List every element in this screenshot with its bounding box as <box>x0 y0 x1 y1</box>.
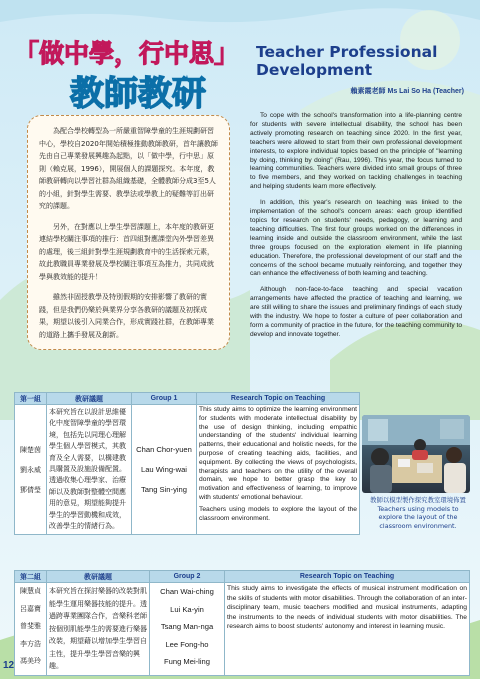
teacher-name-en: Tsang Man-nga <box>160 622 214 631</box>
teacher-name-en: Tang Sin-ying <box>140 484 187 494</box>
teacher-name-cn: 馮美玲 <box>20 657 41 665</box>
group1-topic-header-en: Research Topic on Teaching <box>197 393 360 405</box>
english-intro-column <box>250 112 462 347</box>
chinese-paragraph: 另外，在對應以上學生學習課題上，本年度的教研更連結學校關注事項的推行：首四組對應課堂內外學習差異的處理，後三組針對學生涯規劃教育中的生活探索元素，故此教職員專業發展及學校關注事項互為推力，共同成就學與教效能的提升！ <box>39 222 214 281</box>
title-cn-line2: 教師教研 <box>70 74 206 114</box>
group1-table <box>14 392 360 535</box>
photo-caption-en: Teachers using models to explore the layout of the classroom environment. <box>377 504 459 530</box>
group1-topic-en-text: This study aims to optimize the learning environment for students with moderate intellectual disability by the use of design thinking, including empathic understanding of the students' individual learning patterns, their educational and holistic needs, for the purpose of creating teaching aids, facilities, and equipment. By collecting the views of psychologists, therapists and teachers on the utility of the overall domain, we hope to better grasp the key to motivation and effectiveness of learning, to improve with students' emotional behaviour. <box>199 406 357 501</box>
group1-label-cn: 第一組 <box>15 393 47 405</box>
teacher-name-en: Chan Chor-yuen <box>136 444 192 454</box>
photo-illustration <box>362 415 470 493</box>
group1-topic-en <box>197 405 360 535</box>
english-paragraph: Although non-face-to-face teaching and special vacation arrangements have affected the practice of teaching and learning, we are still willing to share the issues and preliminary findings of each study with the industry. We hope to foster a culture of peer collaboration and form a community of practice in the future, for the teaching community to develop and innovate together. <box>250 286 462 338</box>
group1-topic-header-cn: 教研議題 <box>47 393 132 405</box>
chinese-paragraph: 雖然非固授教學及特別假期的安排影響了教研的實踐，但是我們仍樂於與業界分享各教研的議題及初探成果，期望以後引入同業合作，形成實踐社群，在教師專業的道路上攜手發展及創新。 <box>39 293 214 339</box>
chinese-paragraph: 為配合學校轉型為一所嚴重智障學童的生涯規劃研習中心，學校自2020年開始積極推動教師教研，首年讓教師先由自己專業發展興趣為起點，以「做中學，行中思」原則（賴克展，1996），開展個人的課題探究。本年度，教師教研轉向以學習社群為組織基礎，全體教師分成3至5人的小組，針對學生需要、教學法或學教上的疑難等訂出研究的課題。 <box>39 127 218 210</box>
group1-names-en <box>132 405 197 535</box>
teacher-name-cn: 劉永威 <box>20 465 41 474</box>
teacher-name-cn: 呂嘉寶 <box>20 604 41 613</box>
group1-topic-en-text-2: Teachers using models to explore the layout of the classroom environment. <box>199 505 357 522</box>
classroom-model-photo <box>362 415 470 493</box>
author-credit: 賴素霞老師 Ms Lai So Ha (Teacher) <box>350 88 464 95</box>
english-paragraph: In addition, this year's research on teaching was linked to the implementation of the school's concern areas: each group identified topics for research on students' needs, pedagogy, or learning and teaching difficulties. The first four groups worked on the differences in learning inside and outside the classroom environment, while the last three groups focused on the exploration element in life planning education. Therefore, the professional development of our staff and the concerns of the school became mutually reinforcing, and together they can enhance the effectiveness of both learning and teaching. <box>250 199 462 278</box>
teacher-name-en: Lui Ka-yin <box>170 604 204 614</box>
chinese-intro-box <box>27 115 230 350</box>
group2-names-cn <box>15 583 47 676</box>
group2-names-en <box>150 583 225 676</box>
teacher-name-en: Fung Mei-ling <box>163 657 210 666</box>
group1-names-cn <box>15 405 47 535</box>
teacher-name-cn: 李方浩 <box>20 639 41 648</box>
group2-topic-header-en: Research Topic on Teaching <box>225 571 470 583</box>
group1-label-en: Group 1 <box>132 393 197 405</box>
group2-topic-cn: 本研究旨在探討樂器的改裝對肌能學生運用樂器技能的提升。透過跨專業團隊合作，音樂科老師按個別肌能學生的需要進行樂器改裝，期望藉以增加學生學習自主性，提升學生學習音樂的興趣。 <box>47 583 150 676</box>
teacher-name-cn: 鄧倩瑩 <box>20 485 41 494</box>
group2-table <box>14 570 470 676</box>
group1-topic-cn: 本研究旨在以設計思維優化中度智障學童的學習環境，包括先以同理心理解學生個人學習模式，其教育及全人需要，以構建教具購置及設施設備配置。透過收集心理學家、治療師以及教師對整體空間應用的意見，期望能夠提升學生的學習動機和成效，改善學生的情緒行為。 <box>47 405 132 535</box>
teacher-name-cn: 曾斐雅 <box>20 622 41 630</box>
photo-caption-cn: 教師以模型製作探究教室環境佈置 <box>370 496 466 504</box>
page-number: 12 <box>3 660 15 671</box>
teacher-name-en: Chan Wai-ching <box>160 587 214 596</box>
group2-topic-en: This study aims to investigate the effects of musical instrument modification on the skills of students with motor disabilities. Through the collaboration of an inter-disciplinary team, music teachers modified and musical instruments, adapting the instruments to the needs of individual students with motor disabilities. The research aims to boost students' autonomy and interest in learning music. <box>225 583 470 676</box>
group2-topic-header-cn: 教研議題 <box>47 571 150 583</box>
title-cn-line1: 「做中學，行中思」 <box>14 39 240 68</box>
title-en: Teacher Professional Development <box>256 43 438 79</box>
group2-label-en: Group 2 <box>150 571 225 583</box>
group2-label-cn: 第二組 <box>15 571 47 583</box>
photo-caption <box>370 496 466 530</box>
english-paragraph: To cope with the school's transformation into a life-planning centre for students with severe intellectual disability, the school has been actively promoting research on teaching since 2020. In the first year, teachers were allowed to start from their own professional development interests, to explore individual topics based on the principle of "learning by doing, thinking by doing" (Rau, 1996). This year, the focus turned to learning communities. Teachers were divided into small groups of three to five members, and they worked on tackling challenges in teaching and helping students learn more effectively. <box>250 112 462 191</box>
teacher-name-en: Lee Fong-ho <box>165 639 209 649</box>
teacher-name-cn: 陳慧貞 <box>20 587 41 595</box>
teacher-name-en: Lau Wing-wai <box>140 464 187 474</box>
teacher-name-cn: 陳楚茵 <box>20 445 41 454</box>
